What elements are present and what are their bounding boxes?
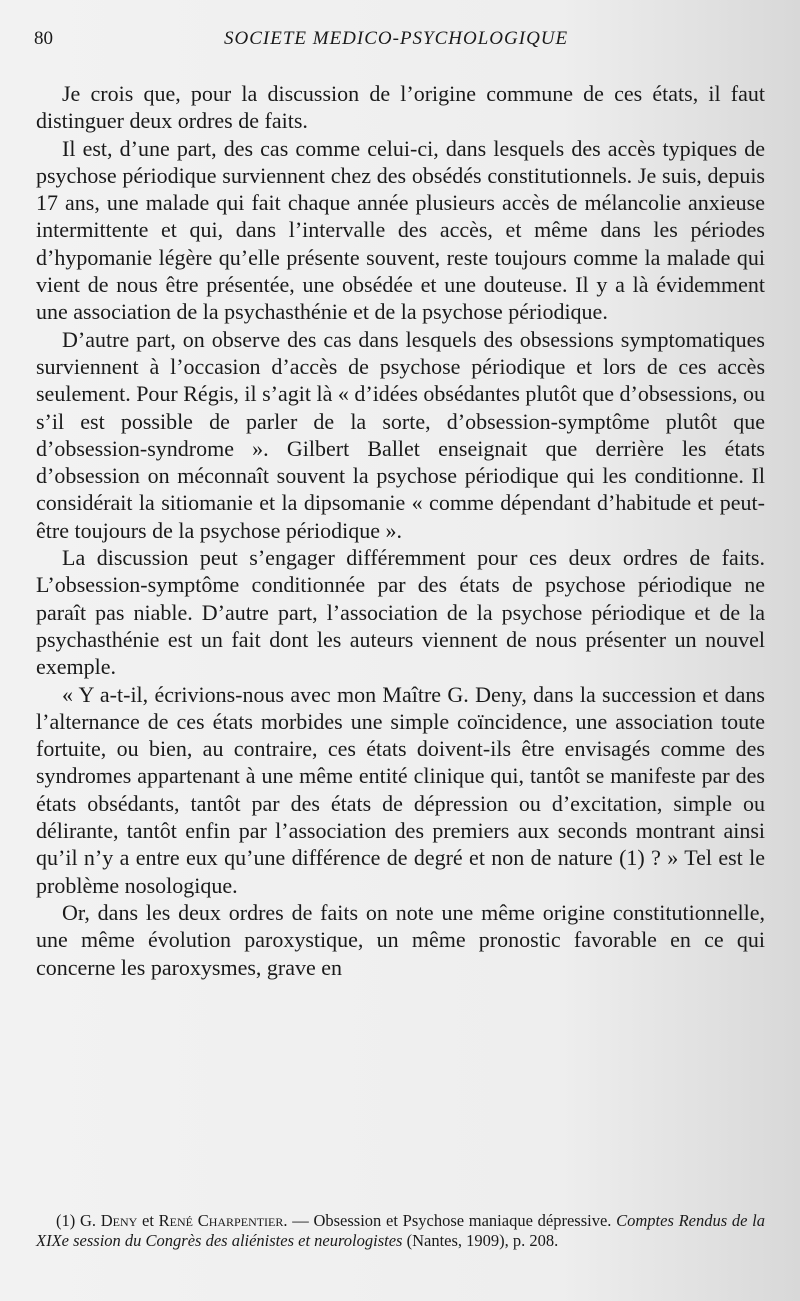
paragraph: Il est, d’une part, des cas comme celui-ci, dans lesquels des accès typiques de psychose périodique surviennent chez des obsédés constitutionnels. Je suis, depuis 17 ans, une malade qui fait chaque année plusieurs accès de mélancolie anxieuse intermittente et qui, dans l’intervalle des accès, et même dans les périodes d’hypomanie légère qu’elle présente souvent, reste toujours comme la malade qui vient de nous être présentée, une obsédée et une douteuse. Il y a là évidemment une association de la psychasthénie et de la psychose périodique.: [36, 135, 765, 325]
running-head: [34, 28, 760, 56]
footnote-marker: (1): [56, 1211, 76, 1230]
footnote-place: (Nantes, 1909), p. 208.: [406, 1230, 559, 1250]
paragraph: Or, dans les deux ordres de faits on note une même origine constitutionnelle, une même évolution paroxystique, un même pronostic favorable en ce qui concerne les paroxysmes, grave en: [36, 899, 765, 980]
footnote-author: G. Deny: [79, 1211, 138, 1230]
footnote: [36, 1211, 765, 1250]
body-text: [36, 80, 765, 981]
footnote-title: Obsession et Psychose maniaque dépressive.: [313, 1211, 612, 1230]
footnote-text: [36, 1211, 765, 1250]
footnote-journal: Comptes Rendus de la XIXe session du Congrès des aliénistes et neurologistes: [36, 1211, 766, 1250]
running-title: SOCIETE MEDICO-PSYCHOLOGIQUE: [224, 28, 569, 49]
paragraph: Je crois que, pour la discussion de l’origine commune de ces états, il faut distinguer deux ordres de faits.: [36, 81, 765, 134]
footnote-dash: —: [292, 1211, 309, 1230]
paragraph: D’autre part, on observe des cas dans lesquels des obsessions symptomatiques surviennent à l’occasion d’accès de psychose périodique et lors de ces accès seulement. Pour Régis, il s’agit là « d’idées obsédantes plutôt que d’obsessions, ou s’il est possible de parler de la sorte, d’obsession-symptôme plutôt que d’obsession-syndrome ». Gilbert Ballet enseignait que derrière les états d’obsession on méconnaît souvent la psychose périodique qui les conditionne. Il considérait la sitiomanie et la dipsomanie « comme dépendant d’habitude et peut-être toujours de la psychose périodique ».: [36, 326, 765, 543]
footnote-author: René Charpentier.: [158, 1211, 288, 1230]
page-number: 80: [34, 28, 53, 49]
footnote-conj: et: [142, 1211, 154, 1230]
paragraph: « Y a-t-il, écrivions-nous avec mon Maître G. Deny, dans la succession et dans l’alternance de ces états morbides une simple coïncidence, une association toute fortuite, ou bien, au contraire, ces états doivent-ils être envisagés comme des syndromes appartenant à une même entité clinique qui, tantôt se manifeste par des états obsédants, tantôt par des états de dépression ou d’excitation, simple ou délirante, tantôt enfin par l’association des premiers aux seconds montrant ainsi qu’il n’y a entre eux qu’une différence de degré et non de nature (1) ? » Tel est le problème nosologique.: [36, 681, 765, 898]
paragraph: La discussion peut s’engager différemment pour ces deux ordres de faits. L’obsession-symptôme conditionnée par des états de psychose périodique ne paraît pas niable. D’autre part, l’association de la psychose périodique et de la psychasthénie est un fait dont les auteurs viennent de nous présenter un nouvel exemple.: [36, 545, 765, 680]
